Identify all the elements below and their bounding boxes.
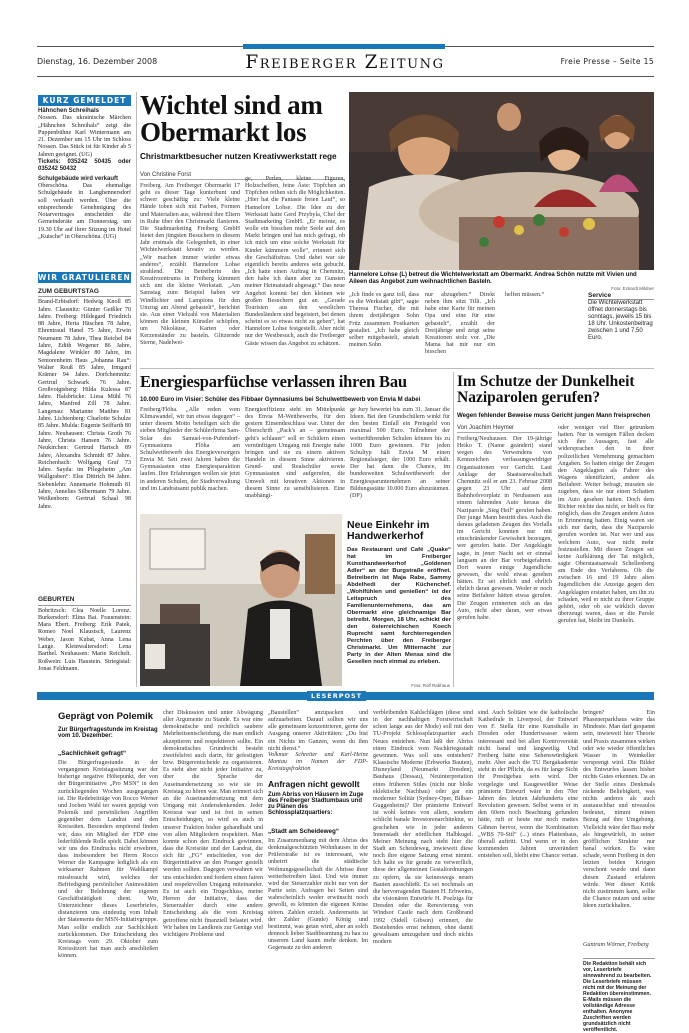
geburtstag-heading: ZUM GEBURTSTAG [38, 288, 131, 297]
leserpost-col-5: sind. Auch Solitäre wie die katholische Kathedrale in Liverpool, der Entwurf von F. Stella für eine Kunsthalle in Dresden oder Hundertwasser wären interessant und bei allen Kontroversität nicht banal und langweilig. Und Freiberg hätte eine Sehenswürdigkeit mehr. Aber auch die TU Bergakademie steht in der Pflicht, da es für lange Sicht ihr Prestigebau sein wird. Der vorgelegte und Kaugeweißter Weise prämierte Entwurf wäre in den 70er Jahren des letzten Jahrhunderts eine Revolution gewesen. Selbst wenn er in den 60ern noch Beachtung gefunden hätte, ruft er heute nur noch mattes Gähnen hervor, wenn die Kombination „WBS 70-Stil“ (...) eines Plattenbaus, überall auftritt. Und wenn er in den kommenden Jahren unverändert entstehen soll, bleibt eine Chance vertan. [478, 710, 579, 860]
anfragen-headline: Anfragen nicht gewollt [268, 779, 360, 789]
kurz-item-2-text: Oberschöna. Das ehemalige Schulgebäude in Langhennersdorf soll verkauft werden. Über die entsprechende Genehmigung des Notarvertrages entscheiden die Gemeinderäte am Donnerstag, um 19.30 Uhr auf ihrer Sitzung im Hotel „Kutsche“ in Oberschöna. (UG) [38, 182, 131, 241]
naz-col-2: oder weniger viel Bier getrunken hatten. Nur in wenigen Fällen decken sich ihre Aussagen, fast alle widersprachen den in ihrer polizeilichen Vernehmung gemachten Angaben. So hatten einige der Zeugen den Angeklagten als Fahrer des Wagens identifiziert, andere als Beifahrer. Weiter befragt, mussten sie zugeben, dass sie nur einen Schatten im Auto gesehen hatten. Doch dem Richter reichte das nicht, er hielt es für möglich, dass die Zeugen andere Autos in Erinnerung hatten. Einig waren sie sich nur darin, dass die Naziparole gerufen worden ist. Nur wer und aus welchem Auto, war nicht mehr festzustellen. Mit diesen Zeugen sei keine Aufklärung der Tat möglich, sagte Oberstaatsanwalt Schellenberg am Ende des Verfahrens. Ob die zwischen 16 und 19 Jahre alten Jugendlichen die Anzeige gegen den Angeklagten erstattet haben, um ihn zu schaden, weil er nicht zu ihrer Gruppe gehört, oder ob sie wirklich davon überzeugt waren, dass er die Parole gerufen hat, bleibt im Dunkeln. [558, 425, 654, 625]
main-col-4: nur abzugeben.“ Direkt neben ihm sitzt Tilli. „Ich habe eine Karte für meinen Opa und eine für eine gebastelt“, erzählt der Dreijährige und zeigt seine Kreationen stolz vor. „Die Mama hat mir nur ein bisschen [425, 292, 495, 356]
leserpost-label: LESERPOST [307, 691, 366, 701]
leserpost-quote-head: „Sachlichkeit gefragt“ [58, 750, 127, 757]
naz-deck: Wegen fehlender Beweise muss Gericht jungen Mann freisprechen [457, 412, 651, 419]
main-col-1: Freiberg. Am Freiberger Obermarkt 17 geht es dieser Tage kunterbunt und schwer geschäftig zu: Viele kleine Hände toben sich mit Farben, Formen und Materialien aus, während ihre Eltern in Ruhe über den Christmarkt flanieren. Die Stadtmarketing Freiberg GmbH bietet den jüngsten Besuchern in diesem Jahr erstmals die Gelegenheit, in einer Wichtelwerkstatt kreativ zu werden. „Wir machen immer wieder etwas anderes“, erzählt Hannelore Lohse strahlend. Die Betreiberin des Kreativzentrums in Freiberg kümmert sich um die kleine Werkstatt. „Am Samstag zum Beispiel haben wir Windlichter und Lampions für den Umzug am Abend gebastelt“, berichtet sie. Aus einer Vielzahl von Materialien können die kleinen Künstler schöpfen, um Nikoläuse, Karten oder Kerzenständer zu basteln. Glitzernde Sterne, Nadelwei- [140, 183, 240, 347]
inn-text: Das Restaurant und Café „Quake“ hat im Freiberger Kunsthandwerkerhof „Goldenen Adler“ an der Burgstraße eröffnet. Betreiberin ist Maja Rabe, Sammy Abdelhedi der Küchenchef. „Wohlfühlen und genießen“ ist der Leitspruch des Familienunternehmens, das am Obermarkt eine gleichnamige Bar betreibt. Morgen, 18 Uhr, schickt der den österreichischen Koech Ruprecht samt furchterregenden Perchten über den Freiberger Christmarkt. Um Mitternacht zur Party in der Alten Mensa sind die Gesellen noch einmal zu erleben. [347, 547, 451, 665]
leserpost-col-2: cher Diskussion und unter Abwägung aller Argumente zu Stande. Es war eine demokratische und rechtlich saubere Mehrheitsentscheidung, die man endlich akzeptieren und respektieren sollte. Ein demokratisches Grundrecht besteht zweifelsfrei auch darin, für gefestigten bzw. Bürgerentscheide zu organisieren. Es steht aber nicht jeder Initiative zu, über die Sprache der Auseinandersetzung so wie sie im Kreistag zu hören war. Man erinnert sich an die Auseinandersetzung mit dem Umgang mit Andersdenkenden. Jeder Kreisrat war und ist frei in seinen Entscheidungen, so wird es auch in unserer Fraktion bisher gehandhabt und von allen Mitgliedern respektiert. Man konnte schon den Eindruck gewinnen, dass die Kreisräte und der Landrat, die sich für „FG“ entschieden, von der Bürgerinitiative an den Pranger gestellt werden sollten. Dagegen verwahren wir uns entschieden und fordern einen fairen und respektvollen Umgang miteinander. Es ist auch ein Trugschluss, meine Herren der Initiative, dass der Steuerzahler durch eine andere Entscheidung als die vom Kreistag getroffene nicht finanziell belastet wird. Wir haben im Landkreis zur Genüge viel wichtigere Probleme und [163, 710, 263, 938]
anfragen-quote: „Stadt am Scheideweg“ [268, 828, 340, 835]
leserpost-headline: Geprägt von Polemik [58, 711, 154, 722]
wir-gratulieren-heading: WIR GRATULIEREN [38, 273, 131, 282]
main-col-3: „Ich finde es ganz toll, dass es die Werkstatt gibt“, sagte Theresa Fischer, die mit ihrem dreijährigen Sohn Fritz zusammen Postkarten gestaltet. „Ich habe gleich selber mitgebastelt, anstatt meinen Sohn [349, 292, 419, 349]
naz-byline: Von Joachim Heymer [457, 425, 552, 433]
leserpost-col-1: Die Bürgerfragestunde in der vergangenen Kreistagssitzung war der bisherige negative Höhepunkt, der von der Bürgerinitiative „Pro MSN“ in den zurückliegenden Wochen ausgegangen ist. Die Redebeiträge von Rocco Werner und Jochen Wahl ter waren geprägt von Polemik und persönlichen Angriffen gegenüber dem Landrat und den Kreisräten. Besonders empörend finden wir, dass ein Mitglied der FDP eine lederfühlende Rolle spielt. Dabei können wir uns des Eindrucks nicht erwehren, dass insbesondere bei Herrn Rocco Werner die Kampagne lediglich als ein wirksamer Rahmen für Wahlkampf missbraucht wird, welches der Befriedigung persönlicher Animositäten und der Belehrung der eigenen Geschäftstätigkeit dient. Wir, Unterzeichner dieses Leserbriefes, distanzieren uns eindeutig vom Inhalt der Statements der MSN-Initiativgruppe. Man sollte endlich zur Sachlichkeit zurückkommen. Der Entscheidung des Kreistags vom 29. Oktober zum Kreissitzort hat man auch anschließen können. [58, 760, 159, 960]
masthead-accent-bar [243, 44, 445, 49]
inn-headline: Neue Einkehr im Handwerkerhof [347, 519, 430, 542]
leserpost-subtitle: Zur Bürgerfragestunde im Kreistag vom 10. Dezember: [58, 727, 158, 739]
service-heading: Service [588, 292, 654, 300]
leserpost-col-3b: Im Zusammenhang mit dem Abriss des denkmalgeschützten Wohnhauses in der Prüferstraße ist es interessant, wie unbeirrt die städtische Wohnungsgesellschaft die Abrisse ihrer weiterbetreiben lässt. Und wie immer wird der Steuerzahler nicht nur von der Partie sein. Anfragen bei Seiten sind wahrscheinlich weder erwünscht noch gewollt, es könnten die eigenen Kreise stören. Zahlen erzielt. Andererseits ist der Zahler (Gunde) König und bestimmt, was getan wird, aber an solch dennoch lieber Stadtbeamtung zu hau zu unserem Land kaum mehr denken. Im Gegensatz zu den anderen [268, 838, 368, 952]
column-rule-right [453, 372, 454, 687]
leserpost-col-3: „Baustellen“ anzupacken und aufzuarbeiten. Darauf sollten wir uns alle gemeinsam konzentrieren, gerne der Ausgang unserer Aktivitäten: „Du bist ein Nichts im Ganzen, wenn du ihm nicht dienst.“ [268, 710, 368, 752]
main-photo-credit: Foto: Eckardt Mildner [611, 286, 654, 291]
kurz-item-1-contact: Tickets: 035242 50435 oder 035242 50432 [38, 159, 131, 173]
kurz-gemeldet-heading: KURZ GEMELDET [38, 95, 131, 106]
anfragen-deck: Zum Abriss von Häusern im Zuge des Freiberger Stadtumbaus und zu Plänen des Schlossplatzquartiers: [268, 792, 364, 816]
main-deck: Christmarktbesucher nutzen Kreativwerkstatt rege [140, 152, 337, 161]
energy-col-1: Freiberg/Flöha. „Alle reden vom Klimawandel, wir tun etwas dagegen“ – unter diesem Motto beteiligen sich die sieben Mitglieder der Schülerfirma Sam-Solar des Samuel-von-Pufendorf-Gymnasiums Flöha am Schulwettbewerb des Energieversorgers Envia M. Seit zwei Jahren haben die Gymnasiasten eine Energiesparaktion laufen. Ihre Erfahrungen wollen sie jetzt in anderen Schulen, der Stadtverwaltung und im Landratsamt publik machen. [140, 407, 240, 492]
restaurant-illustration [140, 514, 342, 686]
service-box [588, 292, 654, 342]
page-label: Freie Presse – Seite 15 [560, 57, 654, 66]
leserpost-signature: Volkmar Schreiter und Karl-Heinz Mantau im Namen der FDP-Kreistagsfraktion [268, 752, 368, 773]
kurz-item-1-text: Nossen. Das ukrainische Märchen „Hähnchen Schreihals“ zeigt die Puppenbühne Karl Wintermann am 21. Dezember um 15 Uhr im Schloss Nossen. Das Stück ist für Kinder ab 5 Jahren geeignet. (UG) [38, 115, 131, 158]
geburtstag-list: Brand-Erbisdorf: Hedwig Knoll 85 Jahre. Clausnitz: Günter Geißler 70 Jahre. Freiberg: Hildegard Friedrich 88 Jahre, Herta Häschen 78 Jahre, Ehrentraud Hanel 75 Jahre, Erwin Neumann 78 Jahre, Thea Reichel 84 Jahre, Edith Wegener 86 Jahre, Magdalene Winkler 80 Jahre, im Seniorenheim Haus „Johanna Rau“: Walter Reuß 85 Jahre, Irmgard Krämer 94 Jahre. Dorfchemnitz: Gertrud Schwark 76 Jahre. Großvoigtsberg: Hilda Kulessa 87 Jahre. Halsbrücke: Liesa Mühl 76 Jahre, Manfred Zill 78 Jahre. Langenau: Marianne Matthes 81 Jahre. Lichtenberg: Charlotte Schulze 85 Jahre. Mulda: Eugenie Seiffarth 80 Jahre. Neuhausen: Christa Groth 76 Jahre, Christa Hansen 76 Jahre. Neukirchen: Gertrud Hartsch 89 Jahre, Alexandra Schmidt 87 Jahre. Reichenbach: Wolfgang Graf 73 Jahre. Sayda: im Pflegeheim „Am Wallgraben“: Else Dittrich 84 Jahre. Siebenlehn: Annemarie Hohmuth 81 Jahre, Annelies Silbermann 79 Jahre. Weißenborn: Gertrud Schaal 98 Jahre. [38, 299, 131, 510]
energy-deck: 10.000 Euro im Visier: Schüler des Fibbaer Gymnasiums bei Schulwettbewerb von Envia M dabei [140, 396, 421, 403]
kurz-gemeldet-box [38, 108, 131, 241]
energy-headline: Energiesparfüchse verlassen ihren Bau [140, 372, 407, 391]
leserpost-signature-2: Guntram Wörner, Freiberg [583, 942, 649, 948]
inn-photo-credit: Foto: Rolf Rabhaus [411, 683, 450, 688]
main-col-5: helfen müssen.“ [505, 292, 545, 298]
geburten-heading: GEBURTEN [38, 596, 131, 605]
main-photo-caption [349, 272, 654, 286]
energy-col-3: ge Jury bewertet bis zum 31. Januar die Ideen. Bei den Grundschülern winkt für den besten Einfall ein Preisgeld von maximal 500 Euro. Teilnehmer der weiterführenden Schulen können bis zu 1000 Euro gewinnen. Für jeden Schultyp hält Envia M einen Regionalsieger, der 1000 Euro erhält. Der hat dann die Chance, im bundesweiten Schulwettbewerb der Energiesparunternehmen an seiner Bildungsstätte 10.000 Euro abzuräumen. (DP) [350, 407, 450, 499]
column-rule [136, 92, 137, 687]
christmas-workshop-photo [349, 92, 654, 270]
leserpost-disclaimer: Die Redaktion behält sich vor, Leserbriefe sinnwahrend zu bearbeiten. Die Leserbriefe müssen nicht mit der Meinung der Redaktion übereinstimmen. E-Mails müssen die vollständige Adresse enthalten. Anonyme Zuschriften werden grundsätzlich nicht veröffentlicht. [583, 958, 655, 1033]
restaurant-photo [140, 514, 342, 686]
gratulieren-box [38, 286, 131, 672]
leserpost-col-6: bringen? Ein Phasenerparkhaus wäre das Mindeste. Man darf gespannt sein, inwieweit hier Theorie und Praxis zusammen wirken oder wie wieder öffentliches Wasser in Weinkeller versprengt wird. Die Bilder des Entwurfes lassen bisher nichts Gutes erkennen. Da an der Stelle eines Denkmals räckende Beliebigkeit, was nichts anderes als auch austauschbar und niveaulos bedeutet, nimmt reinen Bezug auf ihre Umgebung. Vielleicht wäre der Bau mehr als hingewürfelt, in seiner gröfflichen Struktur nur banal wirken. Es wäre schade, wenn Freiberg in den letzten beiden Kriegen verschont wurde und dann diesen Zustand erfahren würde. Wer dieser Kritik nicht zustimmen kann, sollte die Chance nutzen und seine Ideen zurückhalten. [583, 710, 655, 910]
energy-col-2: Energieeffizienz steht im Mittelpunkt des Envia M-Wettbewerbs, für den gestern Einsendeschluss war. Unter der Überschrift „Pack's an – gemeinsam geht's schlauer“ soll er Schülern einen vernünftigen Umgang mit Energie nahe bringen und sie zu einem aktiven Handeln in diesem Sinne aktivieren. Grund- und Realschüler sowie Gymnasiasten sind aufgerufen, die Umwelt mit kreativen Aktionen in diesem Sinne zu sensibilisieren. Eine unabhängi- [245, 407, 345, 499]
naz-headline: Im Schutze der Dunkelheit Naziparolen gerufen? [457, 373, 635, 407]
photo-illustration [349, 92, 654, 270]
kurz-item-2-head: Schulgebäude wird verkauft [38, 175, 119, 182]
leserpost-bar [37, 692, 654, 700]
service-text: Die Wichtelwerkstatt öffnet donnerstags bis sonntags, jeweils 15 bis 18 Uhr. Unkostenbeitrag zwischen 1 und 7,50 Euro. [588, 300, 653, 341]
kurz-item-1-head: Hähnchen Schreihals [38, 108, 100, 114]
section-rule [140, 368, 654, 369]
leserpost-col-4: verbleibenden Kahlschlägen (diese sind in der nachhaltigen Forstwirtschaft schon lange aus der Mode) soll mit den TU-Projekt Schlossplatzquartier auch Neues entstehen. Nun laßt der Abriss einen Eindruck vom Nachkriegsstadt gewinnen. Was soll uns entstehen? Klassische Moderne (Erbwerks Bauten), Disneyland (Neumarkt Dresden), Bauhaus (Dessau), Neuinterpretation eines früheren Stiles (nicht nur bloße eklektische Nachbau) oder gar ein moderner Solitär (Sydney-Oper, Bilbao-Guggenheim)? Der prämierte Entwurf ist wohl keines von allem, sondern schlicht banale Investorenarchitektur, so geschehen wie in jeder anderen Innenstadt der nördlichen Halbkugel. Meiner Meinung nach steht hier die Stadt am Scheideweg, inwieweit diese noch ihre eigene Satzung ernst nimmt. Ich halte es für gerade zu verwerflich, diese der allgemeinen Gestaltordnungen zu opfern, da sie keineswegs neuen Bauten ausschließt. Es sei nochmals an die hervorragenden Bauten H. Erbweins, die visionären Entwürfe H. Poelzigs für Dresden oder die Renovierung von Windsor Castle nach dem Großbrand 1992 (Sidell Gibson) erinnert, die Bestehendes ernst nehmen, ohne damit gewaltsam umzugehen und doch nichts modern [373, 710, 473, 945]
main-byline: Von Christine Forst [140, 172, 345, 180]
header-rule-bottom [37, 76, 654, 77]
issue-date: Dienstag, 16. Dezember 2008 [37, 57, 158, 66]
main-caption-text: Hannelore Lohse (L) betreut die Wichtelwerkstatt am Obermarkt. Andrea Schön nutzte mit Vivien und Aileen das Angebot zum weihnachtlichen Basteln. [349, 272, 637, 285]
masthead-title: Freiberger Zeitung [245, 52, 445, 73]
geburten-list: Bobritzsch: Clea Noelle Lorenz. Burkersdorf: Elina Bai. Frauenstein: Mara Ebert. Freiberg: Erik Patek, Romeo Noel Klaustsch, Laurenz Weber, Jason Kubat, Anna Lena Lange. Kleinwaltersdorf: Lena Barthel. Neuhausen: Marie Reichelt. Roßwein: Luis Haustein. Striegistal: Jonas Feldmann. [38, 607, 131, 672]
naz-col-1: Freiberg/Neuhausen. Der 19-jährige Heiko T. (Name geändert) stand wegen des Verwendens von Kennzeichen verfassungswidriger Organisationen vor Gericht. Laut Anklage der Staatsanwaltschaft Chemnitz soll er am 23. Februar 2008 gegen 23 Uhr auf dem Bahnhofsvorplatz in Neuhausen aus einem fahrenden Auto heraus die Naziparole „Sieg Heil“ gerufen haben. Der junge Mann bestritt dies. Auch die daraus geladenen Zeugen des Vorfalls im Gericht konnten nur mit einschränkender Gewissheit bezeugen, wer gerufen hatte. Der Angeklagte sagte, in jener Nacht sei er einmal langsam an der Bar vorbeigefahren. Dort waren einige Jugendliche gewesen, die wohl etwas gesehen hätten. Er sei ehrlich und ehrlich ehrlich daran gewesen. Weder er noch seine Beifahrer hätten etwas gerufen. Die Zeugen erinnerten sich an das Auto, nicht aber daran, wer etwas gerufen habe. [457, 436, 552, 621]
main-col-2: ge, Perlen, kleine Figuren, Holzscheiben, feine Äste: Töpfchen an Töpfchen reihen sich die Möglichkeiten. „Hier hat die Fantasie freien Lauf“, so Hannelore Lohse. Die Idee zu der Werkstatt hatte Gerd Przybyla, Chef der Stadtmarketing GmbH. „Er meinte, es wolle ein bisschen mehr Seele auf den Markt bringen und hat mich gefragt, ob ich mich um eine solche Werkstatt für Kinder kümmern wolle“, erinnert sich die Geschäftsfrau. Und dabei war sie eigentlich bereits anderes sein gebucht. „Ich hatte einen Auftrag in Chemnitz, den habe ich dann aber zu Gunsten meiner Heimatstadt abgesagt.“ Das neue Angebot kommt bei den kleinen wie großen Besuchern gut an. „Gerade Touristen aus den westlichen Bundesländern sind begeistert, bei denen scheint es so etwas nicht zu geben“, hat Hannelore Lohse festgestellt. Aber nicht nur der Westbesuch, auch die Freiberger Gäste wissen das Angebot zu schätzen. [245, 176, 346, 347]
main-headline: Wichtel sind am Obermarkt los [140, 90, 323, 147]
